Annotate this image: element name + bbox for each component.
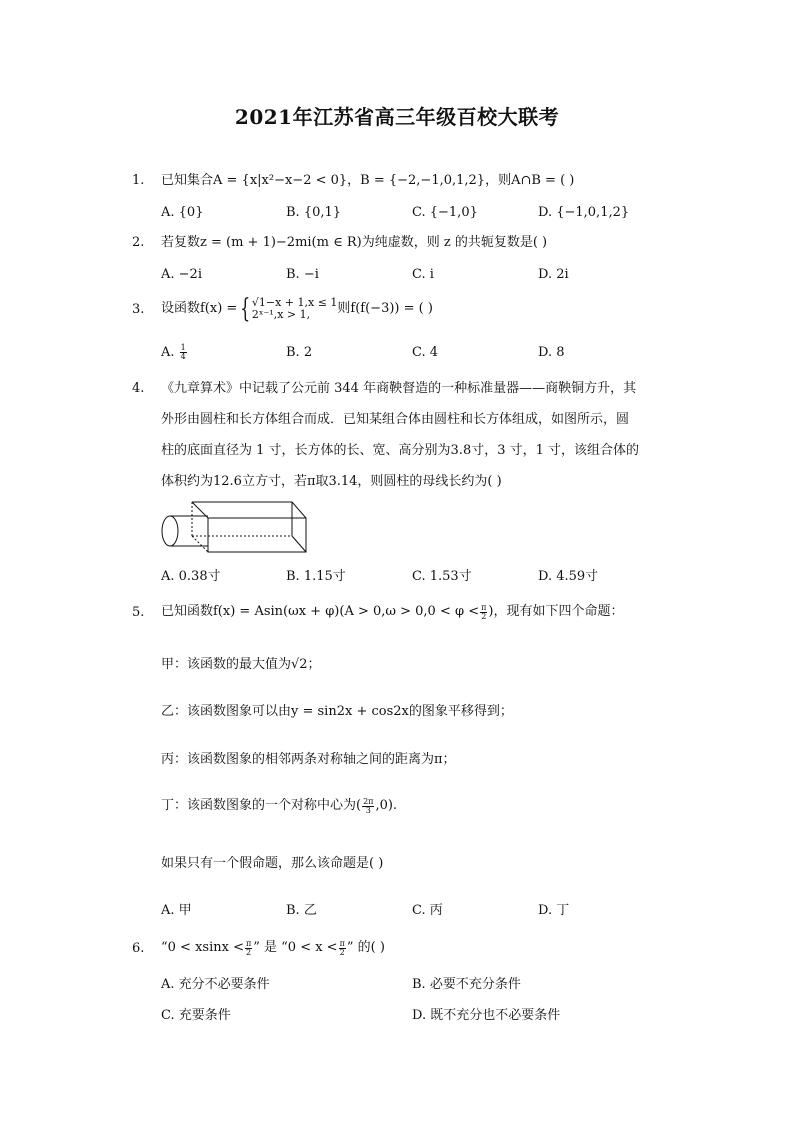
question-5-option-d[interactable]: D. 丁 bbox=[538, 903, 570, 918]
question-5-stem-prefix: 已知函数f(x) = Asin(ωx + φ)(A > 0,ω > 0,0 < φ < bbox=[161, 604, 480, 619]
question-4-line-2: 外形由圆柱和长方体组合而成．已知某组合体由圆柱和长方体组成，如图所示，圆 bbox=[161, 412, 630, 427]
question-3-option-b[interactable]: B. 2 bbox=[286, 345, 313, 360]
cylinder-cuboid-figure bbox=[160, 498, 324, 562]
question-5-option-a[interactable]: A. 甲 bbox=[161, 903, 192, 918]
question-5-question: 如果只有一个假命题，那么该命题是( ) bbox=[161, 856, 384, 871]
question-4-option-a[interactable]: A. 0.38寸 bbox=[161, 569, 221, 584]
question-3-stem bbox=[161, 291, 433, 327]
question-3-stem-suffix: 则f(f(−3)) = ( ) bbox=[337, 301, 433, 316]
question-5-option-b[interactable]: B. 乙 bbox=[286, 903, 317, 918]
piecewise-brace-icon: { bbox=[240, 294, 251, 324]
question-1-stem: 已知集合A = {x|x²−x−2 < 0}，B = {−2,−1,0,1,2}，则A∩B = ( ) bbox=[161, 173, 575, 188]
question-4-number: 4. bbox=[132, 381, 145, 396]
fraction-denominator: 3 bbox=[365, 805, 371, 815]
question-2-option-a[interactable]: A. −2i bbox=[161, 267, 202, 282]
fraction-denominator: 2 bbox=[339, 947, 345, 957]
fraction-numerator: 1 bbox=[180, 343, 186, 352]
question-4-option-c[interactable]: C. 1.53寸 bbox=[412, 569, 472, 584]
question-5-number: 5. bbox=[132, 605, 145, 620]
question-4-line-4: 体积约为12.6立方寸，若π取3.14，则圆柱的母线长约为( ) bbox=[161, 474, 502, 489]
piecewise-cases bbox=[252, 297, 338, 321]
question-6-option-b[interactable]: B. 必要不充分条件 bbox=[412, 977, 521, 992]
question-5-prop-1: 甲：该函数的最大值为√2； bbox=[161, 657, 321, 672]
fraction-numerator: π bbox=[245, 938, 252, 948]
question-3-option-d[interactable]: D. 8 bbox=[538, 345, 565, 360]
question-1-option-d[interactable]: D. {−1,0,1,2} bbox=[538, 205, 630, 220]
fraction-numerator: π bbox=[481, 602, 487, 612]
question-5-prop-2: 乙：该函数图象可以由y = sin2x + cos2x的图象平移得到； bbox=[161, 704, 513, 719]
question-3-number: 3. bbox=[132, 302, 145, 317]
question-6-fraction-1 bbox=[245, 940, 252, 957]
question-6-option-c[interactable]: C. 充要条件 bbox=[161, 1008, 231, 1023]
question-4-line-3: 柱的底面直径为 1 寸，长方体的长、宽、高分别为3.8寸，3 寸，1 寸，该组合体的 bbox=[161, 443, 640, 458]
question-1-option-b[interactable]: B. {0,1} bbox=[286, 205, 342, 220]
fraction-denominator: 2 bbox=[246, 947, 252, 957]
question-3-option-a-fraction bbox=[180, 344, 187, 361]
piecewise-case-1: √1−x + 1,x ≤ 1 bbox=[251, 296, 338, 309]
question-2-option-d[interactable]: D. 2i bbox=[538, 267, 569, 282]
question-3-option-a[interactable] bbox=[161, 344, 188, 362]
question-5-stem-suffix: )，现有如下四个命题： bbox=[488, 604, 624, 619]
question-5-prop-4-suffix: ,0). bbox=[375, 798, 398, 813]
question-1-option-c[interactable]: C. {−1,0} bbox=[412, 205, 478, 220]
fraction-numerator: 2π bbox=[363, 796, 374, 806]
question-6-part-1: “0 < xsinx < bbox=[161, 940, 244, 955]
question-6-option-d[interactable]: D. 既不充分也不必要条件 bbox=[412, 1008, 561, 1023]
question-5-stem-fraction bbox=[480, 604, 487, 621]
question-2-stem: 若复数z = (m + 1)−2mi(m ∈ R)为纯虚数，则 z 的共轭复数是( ) bbox=[161, 235, 548, 250]
question-4-line-1: 《九章算术》中记载了公元前 344 年商鞅督造的一种标准量器——商鞅铜方升，其 bbox=[161, 381, 637, 396]
question-1-number: 1. bbox=[132, 173, 145, 188]
question-5-option-c[interactable]: C. 丙 bbox=[412, 903, 443, 918]
question-5-prop-3: 丙：该函数图象的相邻两条对称轴之间的距离为π； bbox=[161, 752, 456, 767]
question-6-number: 6. bbox=[132, 941, 145, 956]
question-1-option-a[interactable]: A. {0} bbox=[161, 205, 204, 220]
question-6-fraction-2 bbox=[339, 940, 346, 957]
question-2-option-c[interactable]: C. i bbox=[412, 267, 434, 282]
page-title: 2021年江苏省高三年级百校大联考 bbox=[234, 105, 560, 129]
question-6-part-2: ” 是 “0 < x < bbox=[253, 940, 338, 955]
fraction-numerator: π bbox=[339, 938, 345, 948]
question-4-option-d[interactable]: D. 4.59寸 bbox=[538, 569, 599, 584]
question-2-option-b[interactable]: B. −i bbox=[286, 267, 319, 282]
question-5-stem bbox=[161, 600, 623, 624]
question-6-stem bbox=[161, 936, 385, 960]
question-6-option-a[interactable]: A. 充分不必要条件 bbox=[161, 977, 270, 992]
piecewise-case-2: 2ˣ⁻¹,x > 1, bbox=[251, 308, 311, 321]
question-4-option-b[interactable]: B. 1.15寸 bbox=[286, 569, 346, 584]
question-3-option-a-label: A. bbox=[161, 345, 175, 360]
fraction-denominator: 2 bbox=[481, 611, 487, 621]
question-5-prop-4-fraction bbox=[362, 798, 374, 815]
question-5-prop-4 bbox=[161, 794, 397, 818]
question-6-part-3: ” 的( ) bbox=[346, 940, 385, 955]
question-3-stem-prefix: 设函数f(x) = bbox=[161, 301, 238, 316]
question-5-prop-4-prefix: 丁：该函数图象的一个对称中心为( bbox=[161, 798, 362, 813]
question-3-option-c[interactable]: C. 4 bbox=[412, 345, 439, 360]
fraction-denominator: 4 bbox=[180, 352, 186, 361]
question-2-number: 2. bbox=[132, 235, 145, 250]
